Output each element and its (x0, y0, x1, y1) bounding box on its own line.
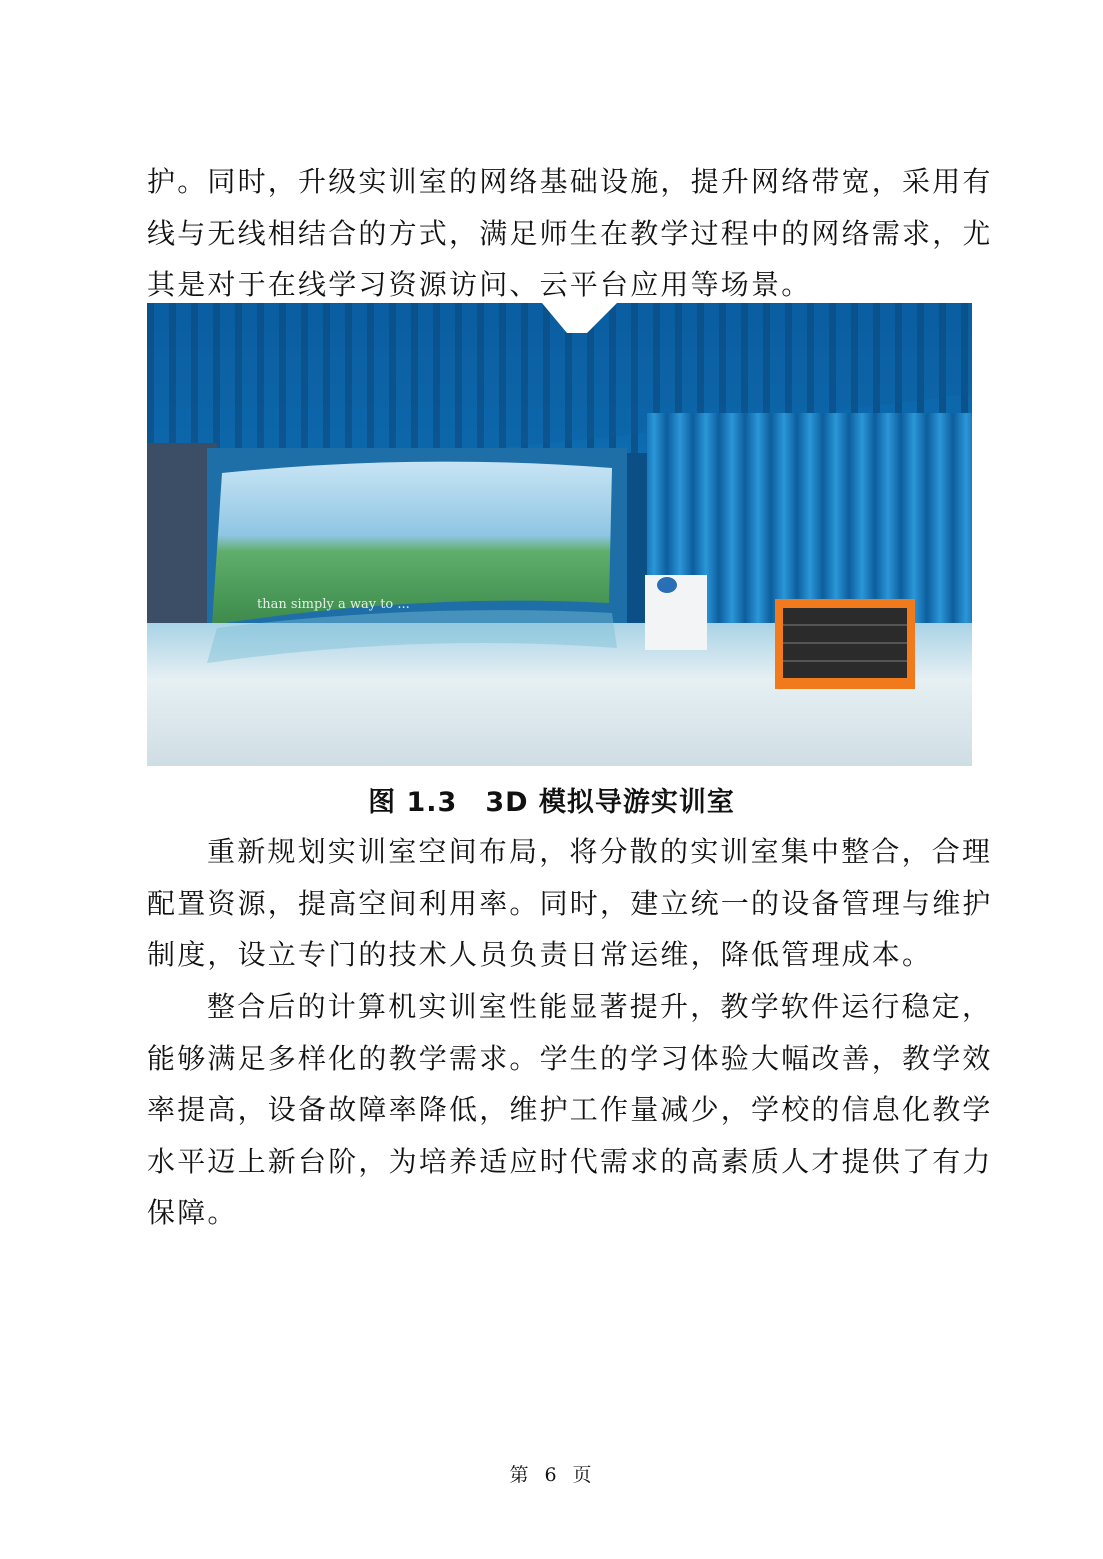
caption-title: 3D 模拟导游实训室 (485, 787, 735, 818)
text-line: 制度，设立专门的技术人员负责日常运维，降低管理成本。 (147, 938, 933, 971)
footer-suffix: 页 (572, 1464, 594, 1486)
screen-text: than simply a way to ... (257, 597, 410, 612)
figure-caption (0, 780, 1103, 819)
paragraph-2 (147, 826, 993, 981)
page-footer (0, 1460, 1103, 1487)
text-line: 率提高，设备故障率降低，维护工作量减少，学校的信息化教学 (147, 1093, 993, 1126)
page-number: 6 (544, 1464, 559, 1486)
text-line: 整合后的计算机实训室性能显著提升，教学软件运行稳定， (207, 990, 993, 1023)
caption-number: 图 1.3 (368, 787, 458, 818)
text-line: 线与无线相结合的方式，满足师生在教学过程中的网络需求，尤 (147, 216, 993, 250)
photo-illustration (147, 303, 972, 766)
paragraph-continuation (147, 156, 993, 311)
text-line: 保障。 (147, 1196, 238, 1229)
training-room-photo (147, 303, 972, 766)
text-line: 配置资源，提高空间利用率。同时，建立统一的设备管理与维护 (147, 886, 993, 920)
text-line: 水平迈上新台阶，为培养适应时代需求的高素质人才提供了有力 (147, 1144, 993, 1178)
text-line: 其是对于在线学习资源访问、云平台应用等场景。 (147, 268, 812, 301)
text-line: 重新规划实训室空间布局，将分散的实训室集中整合，合理 (207, 835, 993, 868)
footer-prefix: 第 (509, 1464, 531, 1486)
text-line: 能够满足多样化的教学需求。学生的学习体验大幅改善，教学效 (147, 1041, 993, 1075)
text-line: 护。同时，升级实训室的网络基础设施，提升网络带宽，采用有 (147, 165, 993, 198)
paragraph-3 (147, 981, 993, 1239)
